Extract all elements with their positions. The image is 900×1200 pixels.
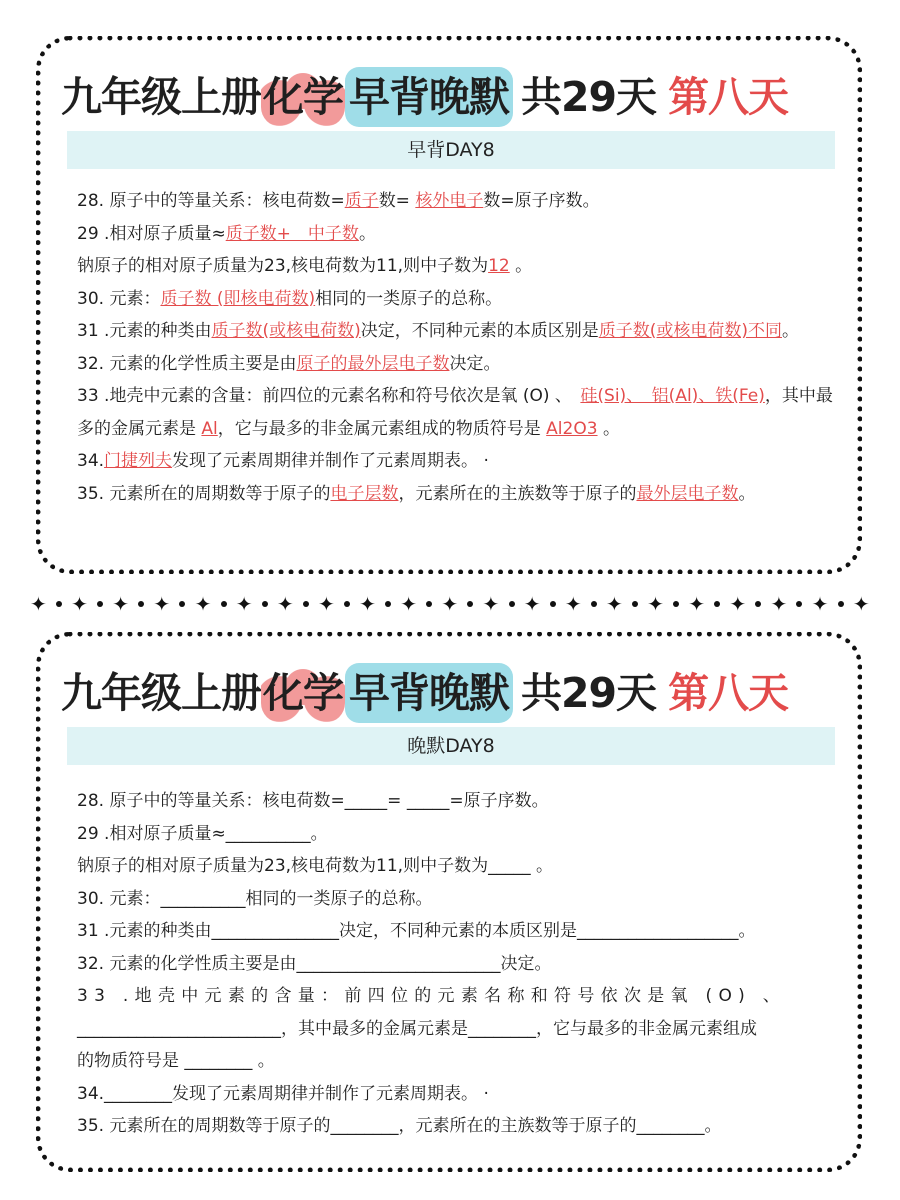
dot-icon: [303, 601, 309, 607]
question-33-end: 的物质符号是 ________ 。: [77, 1051, 275, 1071]
dot-icon: [673, 601, 679, 607]
question-28: 28. 原子中的等量关系：核电荷数=质子数= 核外电子数=原子序数。: [77, 191, 600, 211]
sparkle-icon: ✦: [359, 592, 376, 616]
title-total-days: 共29天: [521, 73, 657, 121]
title-grade: 九年级上册: [61, 73, 261, 121]
sparkle-icon: ✦: [112, 592, 130, 616]
question-29b: 钠原子的相对原子质量为23,核电荷数为11,则中子数为12 。: [77, 256, 533, 276]
answer: 原子的最外层电子数: [296, 353, 450, 374]
dot-icon: [838, 601, 844, 607]
dot-icon: [467, 601, 473, 607]
answer: 质子数 (即核电荷数): [160, 288, 316, 309]
question-29b: 钠原子的相对原子质量为23,核电荷数为11,则中子数为_____ 。: [77, 856, 553, 876]
section-heading: 早背DAY8: [67, 131, 835, 169]
question-30: 30. 元素：__________相同的一类原子的总称。: [77, 888, 433, 909]
title-total-days: 共29天: [521, 669, 657, 717]
dot-icon: [179, 601, 185, 607]
dot-icon: [385, 601, 391, 607]
question-33: 33 .地壳中元素的含量：前四位的元素名称和符号依次是氧 (O) 、 硅(Si)、 铝(Al)、铁(Fe)，其中最多的金属元素是 Al，它与最多的非金属元素组成的物质符号是 Al2O3 。: [77, 386, 833, 439]
question-32: 32. 元素的化学性质主要是由原子的最外层电子数决定。: [77, 353, 501, 374]
dot-icon: [221, 601, 227, 607]
sparkle-icon: ✦: [400, 592, 418, 616]
answer: 质子数(或核电荷数): [211, 321, 361, 341]
answer: 质子数+ 中子数: [225, 223, 359, 244]
question-33-cont: ________________________，其中最多的金属元素是________，它与最多的非金属元素组成: [77, 1018, 757, 1039]
morning-card: [36, 36, 862, 574]
section-heading: 晚默DAY8: [67, 727, 835, 765]
sparkle-icon: ✦: [811, 592, 829, 616]
question-33: 33 .地壳中元素的含量：前四位的元素名称和符号依次是氧 (O) 、: [77, 986, 787, 1006]
dot-icon: [550, 601, 556, 607]
title-subject: 化学: [261, 67, 345, 127]
question-35: 35. 元素所在的周期数等于原子的电子层数，元素所在的主族数等于原子的最外层电子数。: [77, 483, 756, 504]
answer: 质子: [344, 191, 379, 211]
question-31: 31 .元素的种类由_______________决定，不同种元素的本质区别是___________________。: [77, 921, 756, 941]
sparkle-icon: ✦: [194, 592, 212, 616]
sparkle-icon: ✦: [153, 592, 171, 616]
sparkle-icon: ✦: [30, 592, 47, 616]
answer: 质子数(或核电荷数)不同: [598, 321, 782, 341]
dot-icon: [755, 601, 761, 607]
evening-content: [77, 785, 833, 1143]
question-29: 29 .相对原子质量≈质子数+ 中子数。: [77, 223, 376, 244]
title-day: 第八天: [668, 669, 789, 717]
dot-icon: [591, 601, 597, 607]
title-morning-evening: 早背晚默: [345, 663, 513, 723]
question-34: 34.________发现了元素周期律并制作了元素周期表。 ·: [77, 1083, 489, 1104]
sparkle-icon: ✦: [688, 592, 706, 616]
sparkle-icon: ✦: [523, 592, 541, 616]
answer: Al2O3: [546, 418, 598, 439]
question-32: 32. 元素的化学性质主要是由________________________决定。: [77, 953, 552, 974]
morning-content: [77, 185, 833, 510]
dot-icon: [632, 601, 638, 607]
section-divider: [30, 592, 870, 616]
sparkle-icon: ✦: [564, 592, 582, 616]
title-day: 第八天: [668, 73, 789, 121]
dot-icon: [426, 601, 432, 607]
sparkle-icon: ✦: [647, 592, 664, 616]
sparkle-icon: ✦: [276, 592, 294, 616]
answer: Al: [201, 418, 218, 439]
sparkle-icon: ✦: [770, 592, 788, 616]
answer: 电子层数: [330, 483, 399, 504]
question-35: 35. 元素所在的周期数等于原子的________，元素所在的主族数等于原子的________。: [77, 1116, 722, 1136]
title-subject: 化学: [261, 663, 345, 723]
sparkle-icon: ✦: [852, 592, 870, 616]
dot-icon: [796, 601, 802, 607]
page-title: [61, 663, 845, 723]
dot-icon: [509, 601, 515, 607]
sparkle-icon: ✦: [317, 592, 335, 616]
dot-icon: [56, 601, 62, 607]
dot-icon: [97, 601, 103, 607]
sparkle-icon: ✦: [482, 592, 500, 616]
sparkle-icon: ✦: [729, 592, 747, 616]
question-31: 31 .元素的种类由质子数(或核电荷数)决定，不同种元素的本质区别是质子数(或核电荷数)不同。: [77, 321, 799, 341]
dot-icon: [262, 601, 268, 607]
title-morning-evening: 早背晚默: [345, 67, 513, 127]
question-30: 30. 元素：质子数 (即核电荷数)相同的一类原子的总称。: [77, 288, 503, 309]
evening-card: [36, 632, 862, 1172]
answer: 硅(Si)、 铝(Al)、铁(Fe): [580, 386, 765, 406]
answer: 最外层电子数: [636, 483, 739, 504]
page-title: [61, 67, 845, 127]
dot-icon: [714, 601, 720, 607]
title-grade: 九年级上册: [61, 669, 261, 717]
dot-icon: [138, 601, 144, 607]
sparkle-icon: ✦: [235, 592, 253, 616]
answer: 门捷列夫: [104, 451, 173, 471]
answer: 12: [488, 256, 510, 276]
sparkle-icon: ✦: [605, 592, 623, 616]
dot-icon: [344, 601, 350, 607]
sparkle-icon: ✦: [71, 592, 88, 616]
answer: 核外电子: [415, 191, 484, 211]
question-29: 29 .相对原子质量≈__________。: [77, 823, 328, 844]
sparkle-icon: ✦: [441, 592, 459, 616]
question-28: 28. 原子中的等量关系：核电荷数=_____= _____=原子序数。: [77, 791, 549, 811]
question-34: 34.门捷列夫发现了元素周期律并制作了元素周期表。 ·: [77, 451, 489, 471]
